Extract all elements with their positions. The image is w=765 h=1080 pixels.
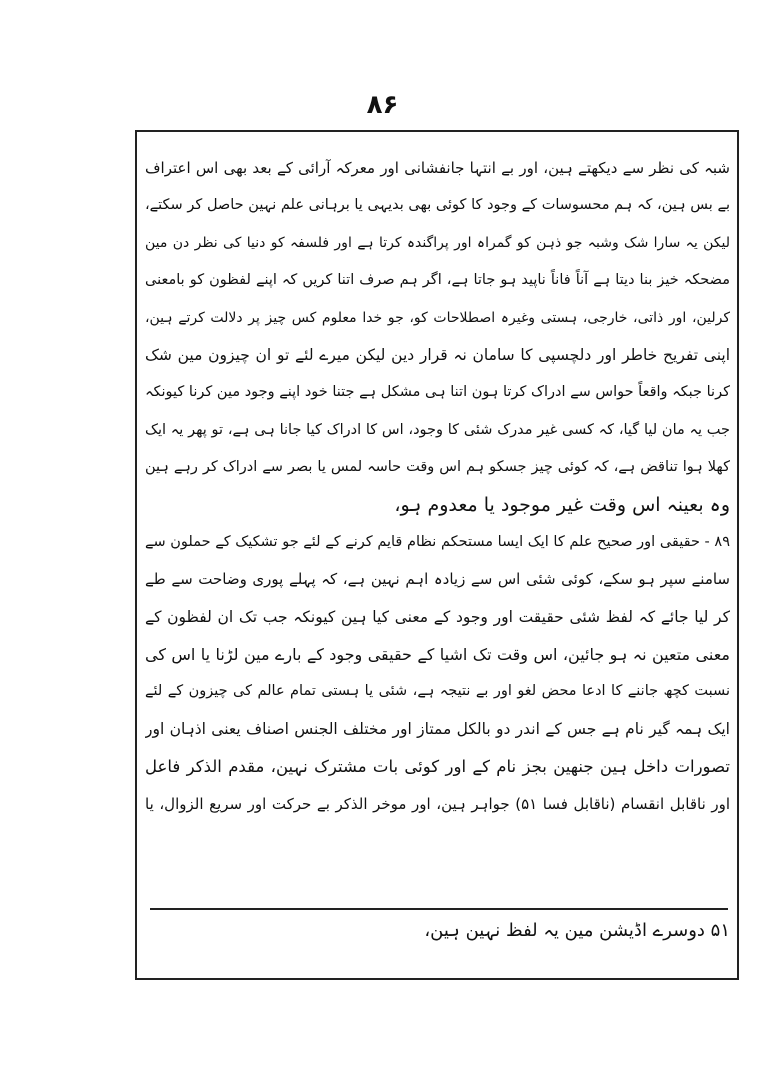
text-line: اور ناقابل انقسام (ناقابل فسا ۵۱) جواہر ہین، اور موخر الذکر بے حرکت اور سریع الزوال، یا — [145, 794, 730, 813]
text-line: شبہ کی نظر سے دیکھتے ہین، اور بے انتہا جانفشانی اور معرکہ آرائی کے بعد بھی اس اعتراف — [145, 159, 730, 177]
text-line: معنی متعین نہ ہو جائین، اس وقت تک اشیا کے حقیقی وجود کے بارے مین لڑنا یا اس کی — [145, 645, 730, 665]
page-number: ۸۶ — [366, 90, 399, 120]
text-line: مضحکہ خیز بنا دیتا ہے آناً فاناً ناپید ہو جاتا ہے، اگر ہم صرف اتنا کریں کہ اپنے لفظون کو بامعنی — [145, 272, 730, 289]
text-line: ایک ہمہ گیر نام ہے جس کے اندر دو بالکل ممتاز اور مختلف الجنس اصناف یعنی اذہان اور — [145, 719, 730, 738]
text-line: کرنا جبکہ واقعاً حواس سے ادراک کرتا ہون اتنا ہی مشکل ہے جتنا خود اپنے وجود مین کرنا کیونکہ — [145, 384, 730, 401]
text-line: کھلا ہوا تناقض ہے، کہ کوئی چیز جسکو ہم اس وقت حاسہ لمس یا بصر سے ادراک کر رہے ہین — [145, 459, 730, 476]
footnote: ۵۱ دوسرے اڈیشن مین یہ لفظ نہین ہین، — [424, 920, 730, 941]
text-line: جب یہ مان لیا گیا، کہ کسی غیر مدرک شئی کا وجود، اس کا ادراک کیا جانا ہی ہے، تو پھر یہ ایک — [145, 421, 730, 438]
text-line: ۸۹ - حقیقی اور صحیح علم کا ایک ایسا مستحکم نظام قایم کرنے کے لئے جو تشکیک کے حملون سے — [145, 533, 730, 550]
text-line: اپنی تفریح خاطر اور دلچسپی کا سامان نہ قرار دین لیکن میرے لئے تو ان چیزون مین شک — [145, 345, 730, 364]
text-line: کر لیا جائے کہ لفظ شئی حقیقت اور وجود کے معنی کیا ہین کیونکہ جب تک ان لفظون کے — [145, 607, 730, 626]
text-line: نسبت کچھ جاننے کا ادعا محض لغو اور بے نتیجہ ہے، شئی یا ہستی تمام عالم کی چیزون کے لئے — [145, 683, 730, 700]
text-line: تصورات داخل ہین جنھین بجز نام کے اور کوئی بات مشترک نہین، مقدم الذکر فاعل — [145, 757, 730, 777]
text-line: کرلین، اور ذاتی، خارجی، ہستی وغیرہ اصطلاحات کو، جو خدا معلوم کس چیز پر دلالت کرتے ہین، — [145, 309, 730, 326]
text-line: وہ بعینہ اس وقت غیر موجود یا معدوم ہو، — [394, 493, 730, 516]
text-line: سامنے سپر ہو سکے، کوئی شئی اس سے زیادہ اہم نہین ہے، کہ پہلے پوری وضاحت سے طے — [145, 570, 730, 589]
footnote-divider — [150, 908, 728, 910]
text-line: بے بس ہین، کہ ہم محسوسات کے وجود کا کوئی بھی بدیہی یا برہانی علم نہین حاصل کر سکتے، — [145, 197, 730, 214]
text-line: لیکن یہ سارا شک وشبہ جو ذہن کو گمراہ اور پراگندہ کرتا ہے اور فلسفہ کو دنیا کی نظر دن مین — [145, 234, 730, 251]
body-text — [145, 150, 730, 823]
